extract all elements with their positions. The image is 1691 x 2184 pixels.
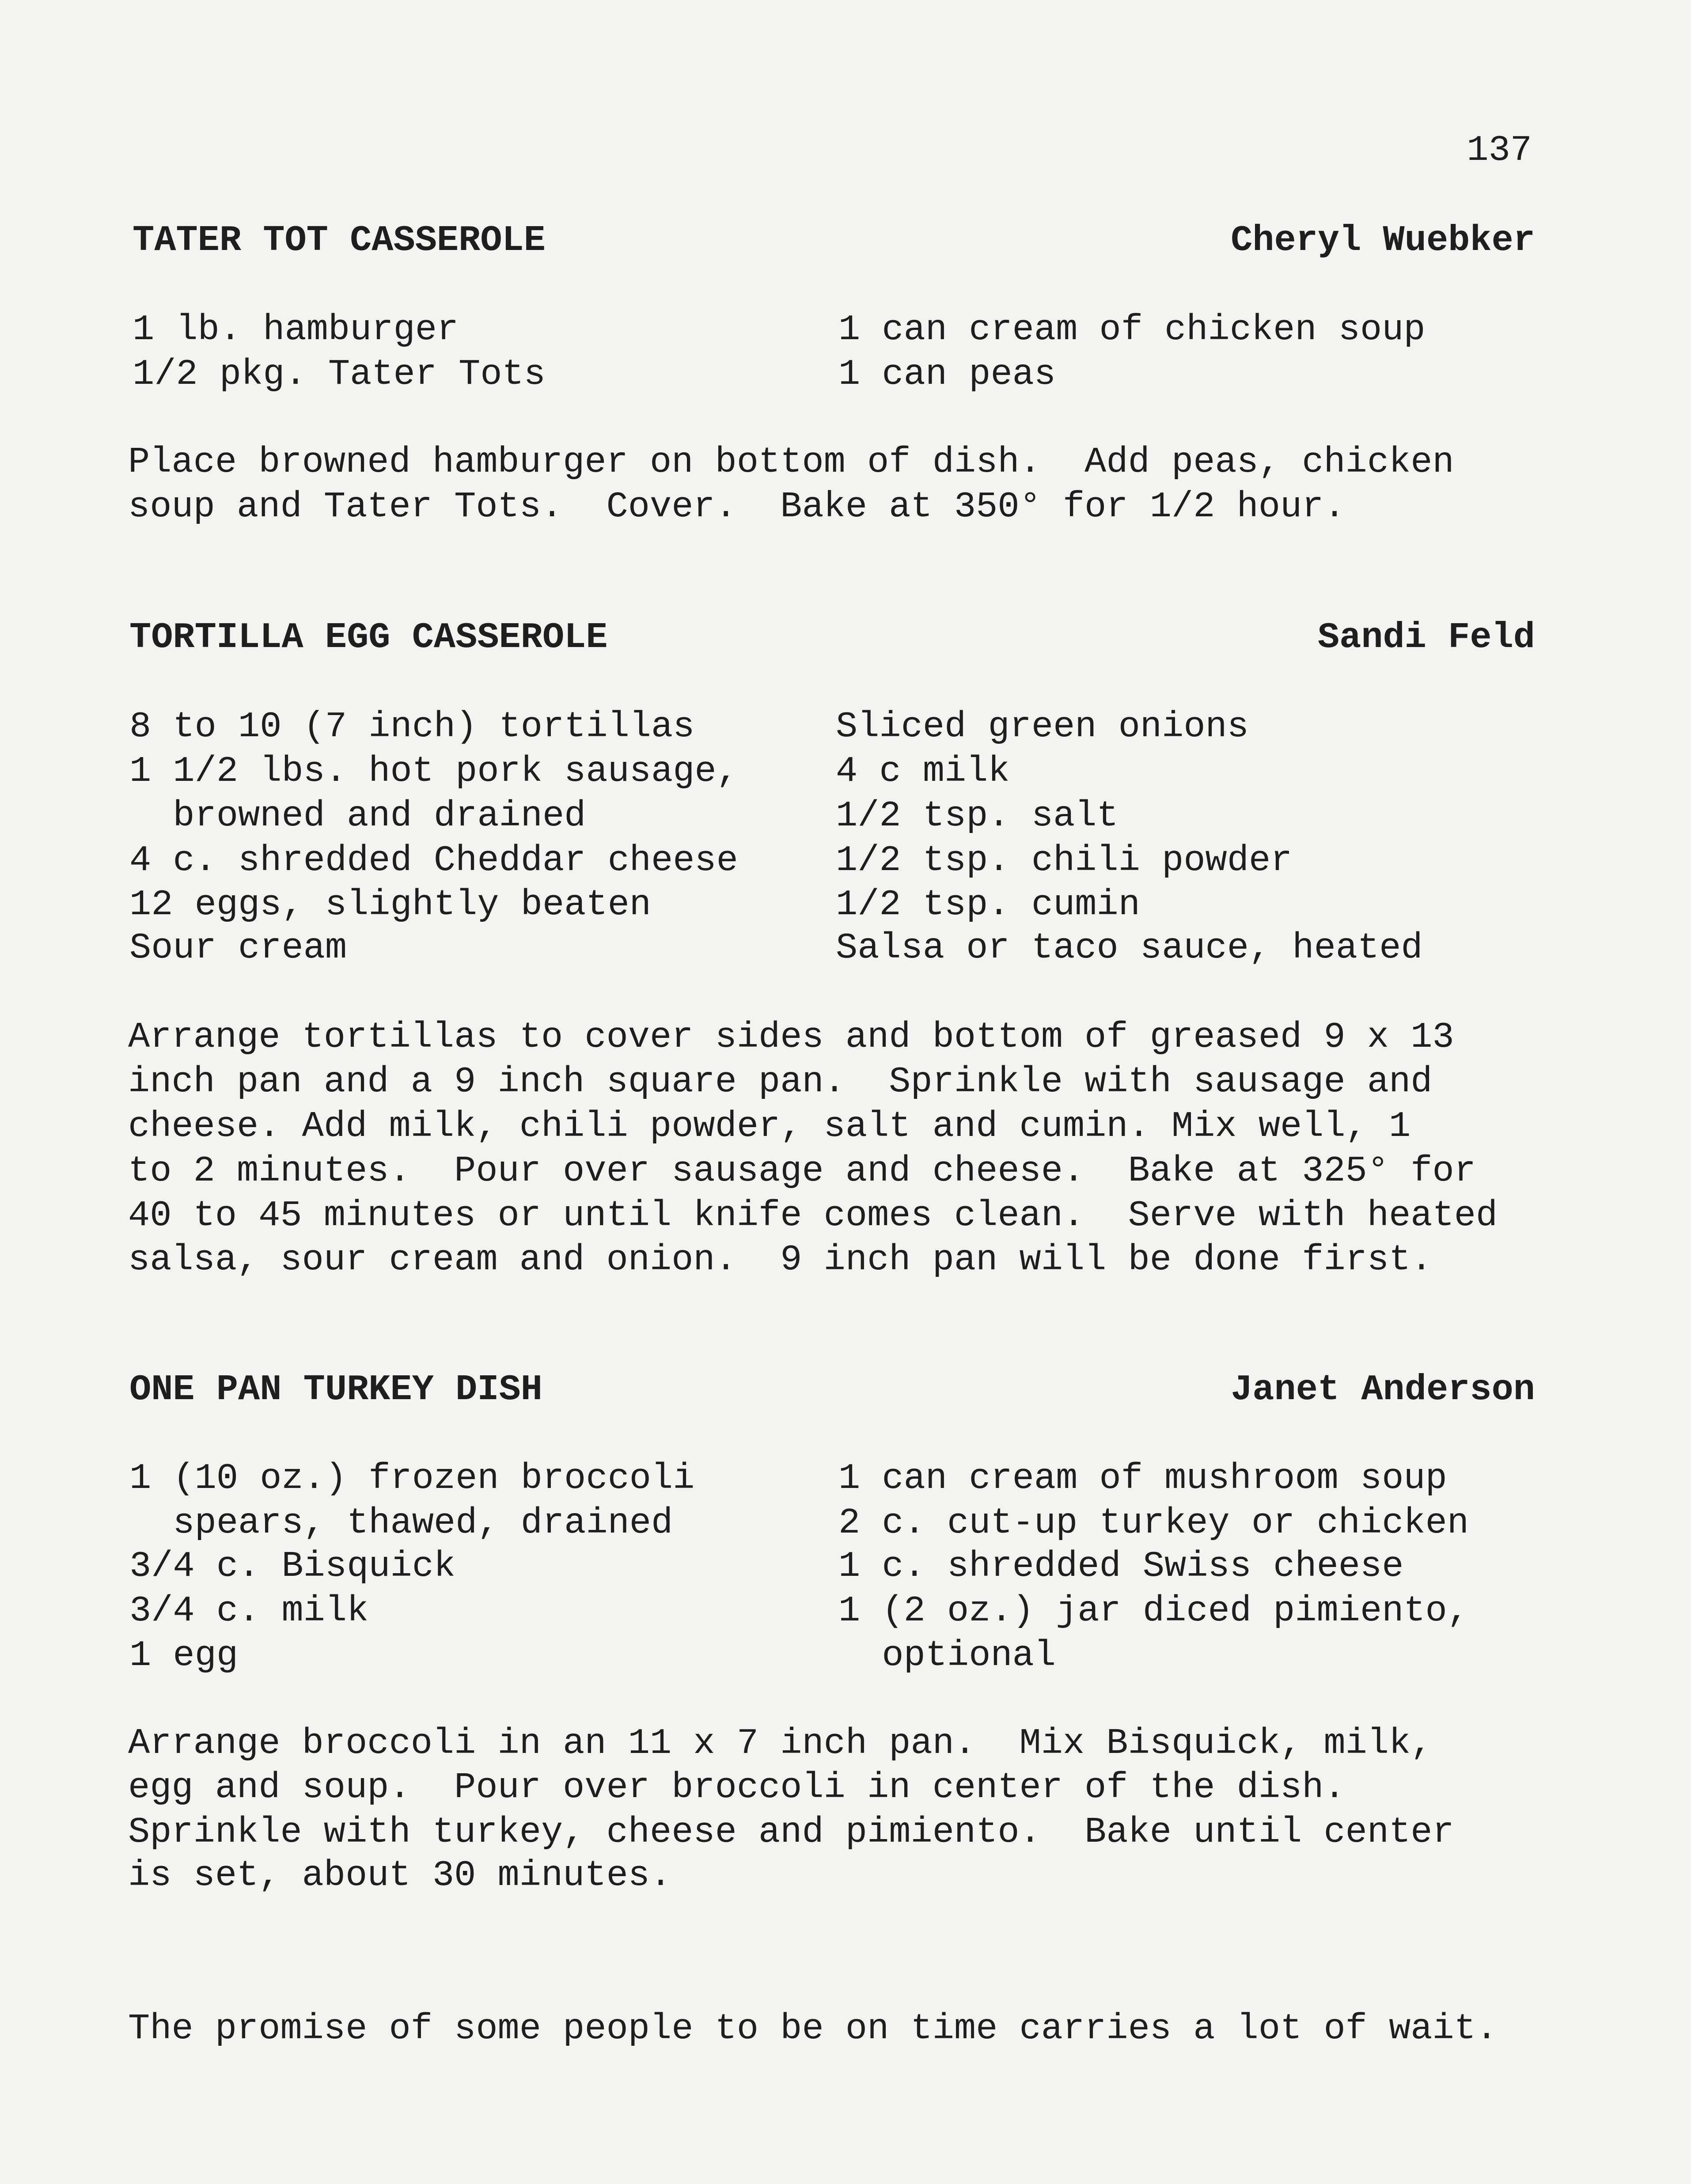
direction-line: soup and Tater Tots. Cover. Bake at 350° for 1/2 hour. [128,486,1346,527]
ingredient: Sliced green onions [836,706,1249,747]
direction-line: is set, about 30 minutes. [128,1855,672,1896]
ingredient: 1 c. shredded Swiss cheese [838,1546,1404,1587]
ingredient: 1 (10 oz.) frozen broccoli [129,1458,695,1499]
recipe-author: Cheryl Wuebker [1231,220,1535,261]
ingredient: 3/4 c. milk [129,1590,369,1631]
ingredient: 4 c. shredded Cheddar cheese [129,840,738,881]
ingredient: Salsa or taco sauce, heated [836,927,1423,969]
ingredient: optional [838,1635,1056,1676]
recipe-title: ONE PAN TURKEY DISH [129,1369,542,1410]
direction-line: Arrange tortillas to cover sides and bottom of greased 9 x 13 [128,1017,1454,1058]
direction-line: 40 to 45 minutes or until knife comes clean. Serve with heated [128,1195,1498,1236]
direction-line: salsa, sour cream and onion. 9 inch pan will be done first. [128,1239,1433,1280]
ingredient: 1 1/2 lbs. hot pork sausage, [129,751,738,792]
recipe-title: TATER TOT CASSEROLE [133,220,546,261]
ingredient: 4 c milk [836,751,1010,792]
recipe-author: Sandi Feld [1317,617,1535,658]
ingredient: 3/4 c. Bisquick [129,1546,456,1587]
ingredient: 1/2 tsp. cumin [836,884,1140,925]
ingredient: 2 c. cut-up turkey or chicken [838,1503,1469,1544]
ingredient: 8 to 10 (7 inch) tortillas [129,706,695,747]
footer-quote: The promise of some people to be on time carries a lot of wait. [128,2008,1498,2049]
ingredient: 1 lb. hamburger [133,309,459,350]
ingredient: 12 eggs, slightly beaten [129,884,651,925]
direction-line: Sprinkle with turkey, cheese and pimiento. Bake until center [128,1812,1454,1853]
recipe-title: TORTILLA EGG CASSEROLE [129,617,608,658]
direction-line: Arrange broccoli in an 11 x 7 inch pan. Mix Bisquick, milk, [128,1723,1433,1764]
ingredient: 1 egg [129,1635,239,1676]
recipe-author: Janet Anderson [1231,1369,1535,1410]
ingredient: 1 can cream of chicken soup [838,309,1426,350]
direction-line: egg and soup. Pour over broccoli in center of the dish. [128,1767,1346,1808]
direction-line: Place browned hamburger on bottom of dish. Add peas, chicken [128,442,1454,483]
ingredient: 1 can peas [838,354,1056,395]
page-number: 137 [1467,130,1532,171]
ingredient: 1 can cream of mushroom soup [838,1458,1447,1499]
ingredient: 1/2 pkg. Tater Tots [133,354,546,395]
ingredient: Sour cream [129,927,347,969]
ingredient: browned and drained [129,795,586,837]
direction-line: to 2 minutes. Pour over sausage and cheese. Bake at 325° for [128,1151,1476,1192]
ingredient: 1/2 tsp. salt [836,795,1118,837]
ingredient: spears, thawed, drained [129,1503,673,1544]
ingredient: 1/2 tsp. chili powder [836,840,1293,881]
ingredient: 1 (2 oz.) jar diced pimiento, [838,1590,1469,1631]
direction-line: cheese. Add milk, chili powder, salt and cumin. Mix well, 1 [128,1106,1411,1147]
direction-line: inch pan and a 9 inch square pan. Sprinkle with sausage and [128,1061,1433,1102]
